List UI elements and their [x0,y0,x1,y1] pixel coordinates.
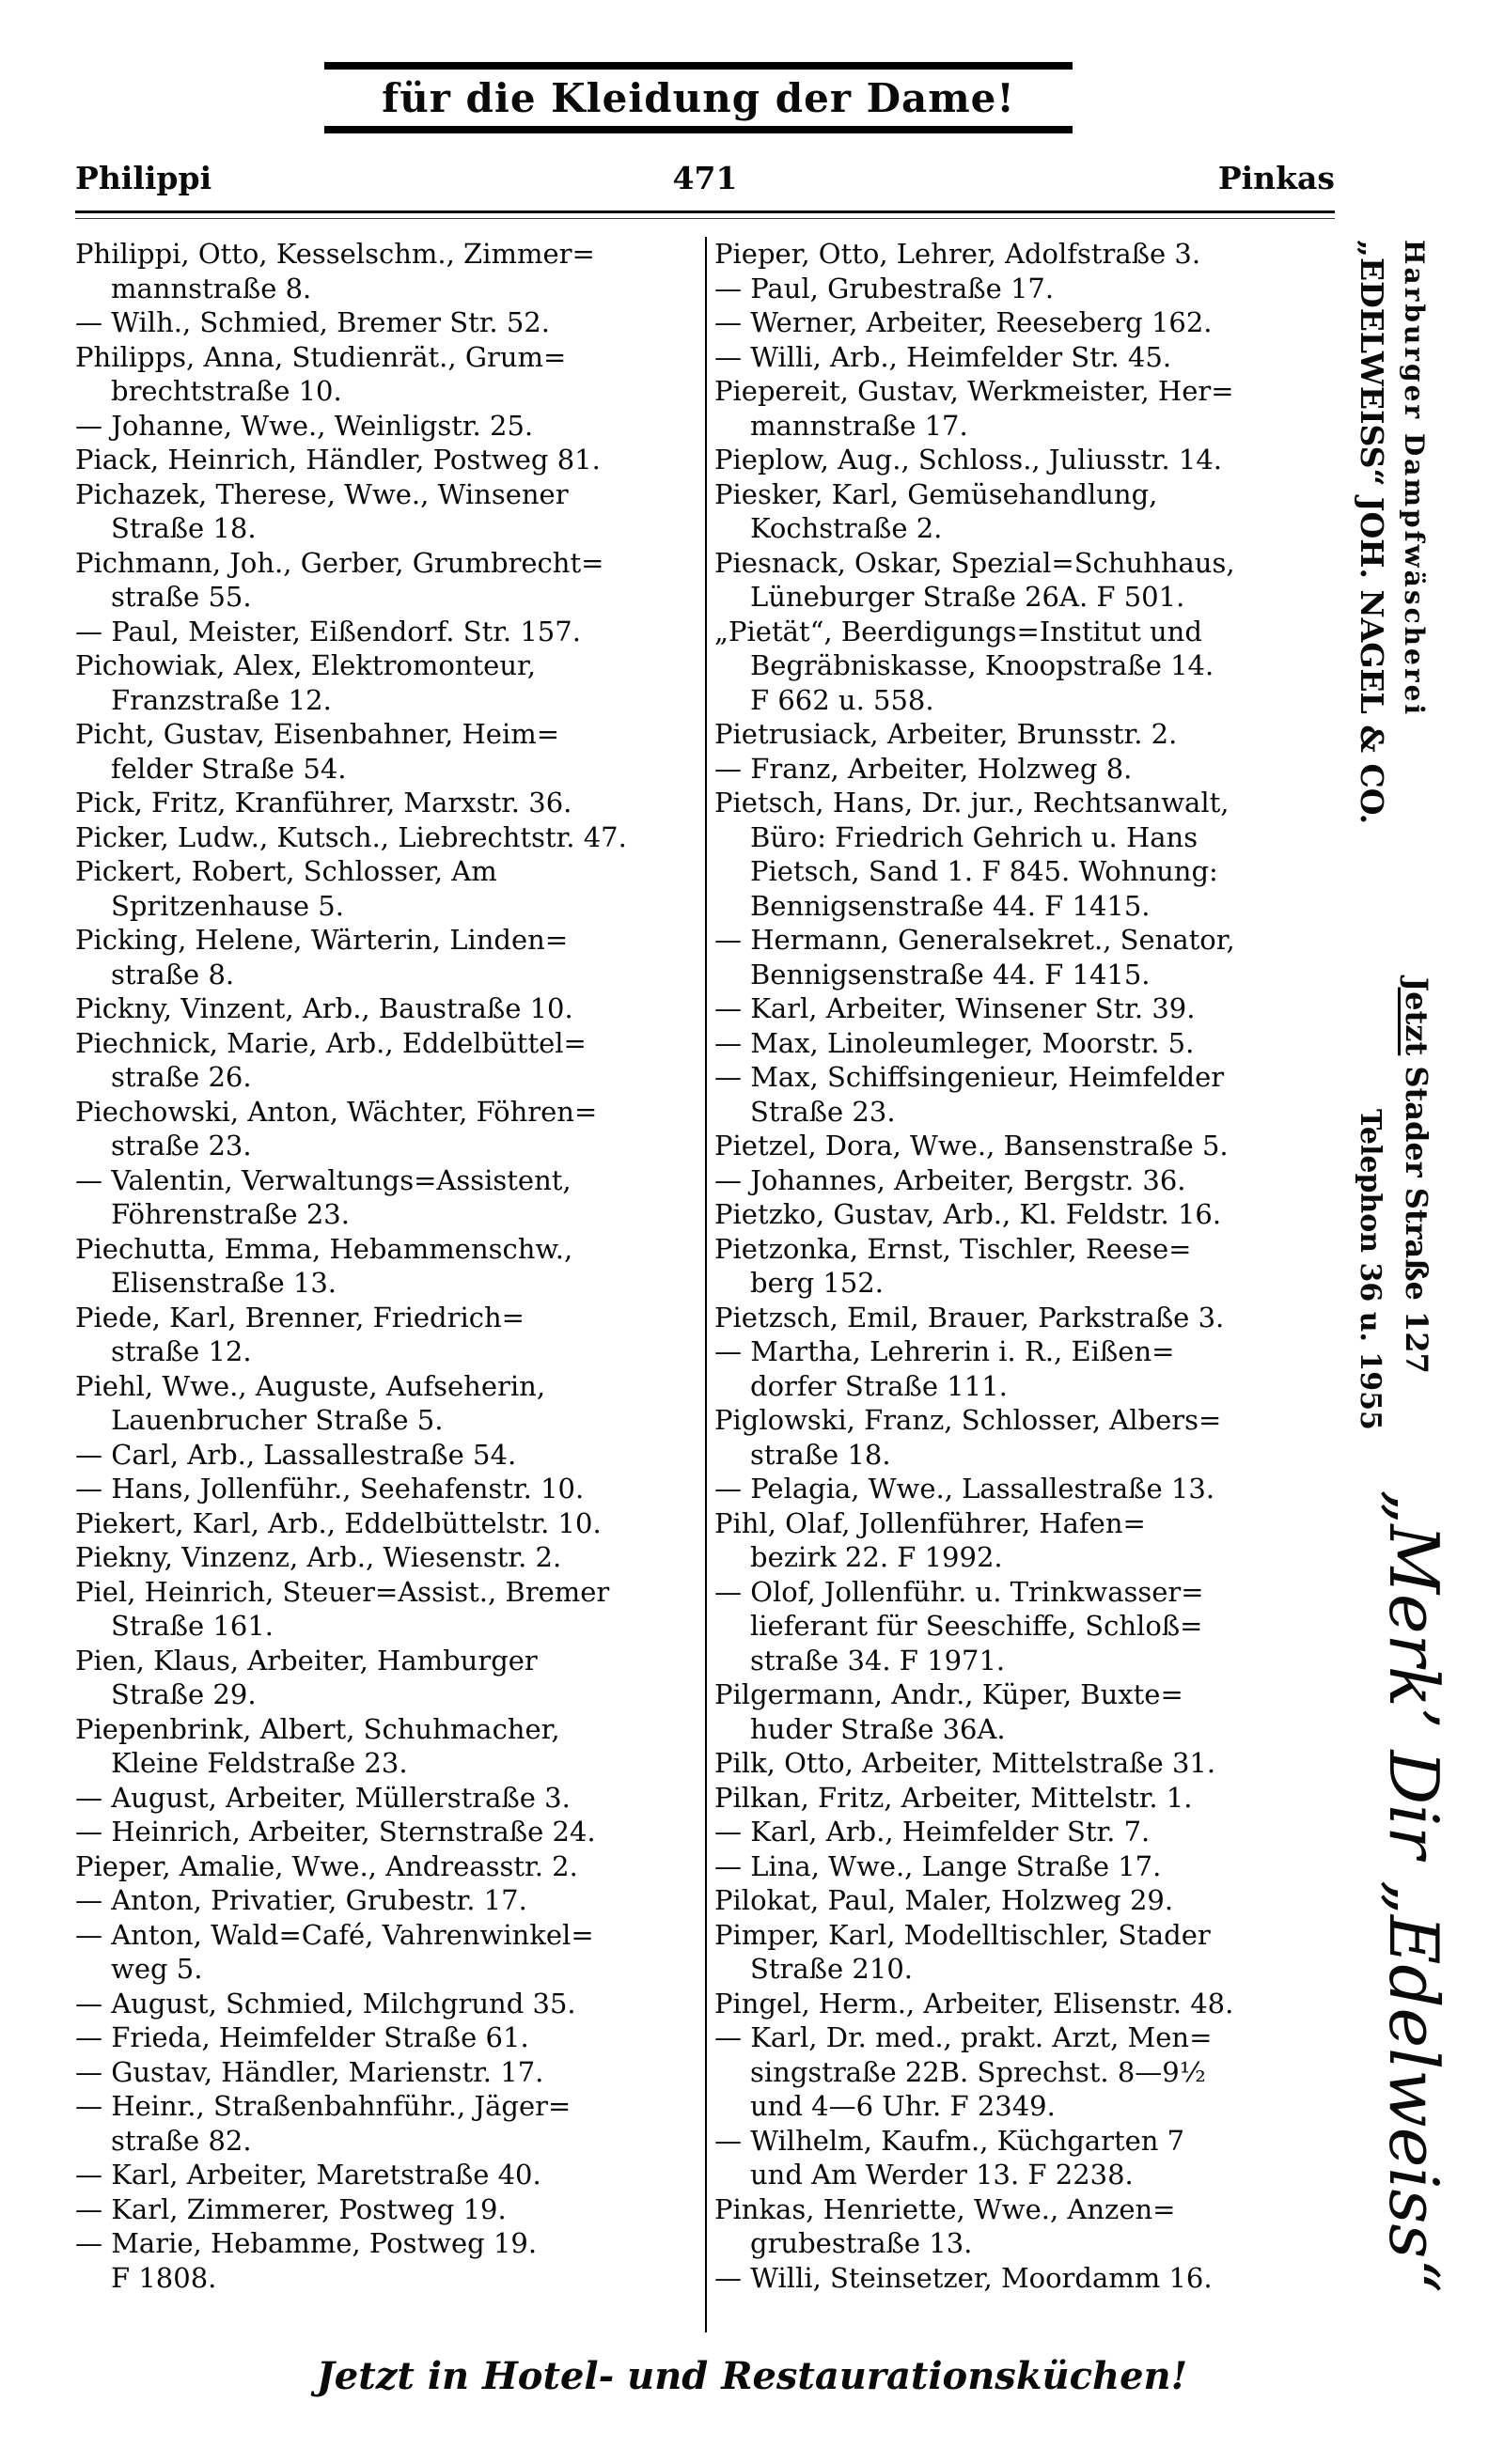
directory-line: Pinkas, Henriette, Wwe., Anzen= [714,2192,1176,2225]
directory-line: Pichazek, Therese, Wwe., Winsener [75,477,569,510]
directory-line: — Max, Linoleumleger, Moorstr. 5. [714,1026,1195,1059]
directory-line: — Willi, Steinsetzer, Moordamm 16. [714,2261,1213,2294]
sidebar-company-name: „EDELWEISS“ JOH. NAGEL & CO. [1354,240,1390,825]
directory-line: dorfer Straße 111. [750,1369,1008,1402]
directory-line: — Carl, Arb., Lassallestraße 54. [75,1438,517,1471]
directory-line: — Hans, Jollenführ., Seehafenstr. 10. [75,1473,585,1505]
directory-line: straße 18. [750,1438,891,1471]
directory-line: Pilgermann, Andr., Küper, Buxte= [714,1678,1183,1710]
directory-line: Pihl, Olaf, Jollenführer, Hafen= [714,1506,1146,1539]
directory-line: — Max, Schiffsingenieur, Heimfelder [714,1061,1225,1093]
directory-line: felder Straße 54. [111,752,347,785]
directory-line: — Karl, Dr. med., prakt. Arzt, Men= [714,2021,1213,2053]
directory-line: — August, Arbeiter, Müllerstraße 3. [75,1781,571,1814]
directory-line: lieferant für Seeschiffe, Schloß= [750,1610,1203,1642]
directory-line: Elisenstraße 13. [111,1267,337,1299]
directory-line: — Franz, Arbeiter, Holzweg 8. [714,752,1133,785]
directory-line: — Werner, Arbeiter, Reeseberg 162. [714,306,1213,338]
directory-line: Pietzel, Dora, Wwe., Bansenstraße 5. [714,1130,1229,1162]
directory-line: Lauenbrucher Straße 5. [111,1404,444,1436]
directory-line: — August, Schmied, Milchgrund 35. [75,1987,576,2020]
header-first-entry: Philippi [75,160,212,196]
directory-line: Lüneburger Straße 26A. F 501. [750,581,1185,613]
directory-line: huder Straße 36A. [750,1712,1006,1745]
directory-line: Pietzsch, Emil, Brauer, Parkstraße 3. [714,1301,1225,1333]
directory-line: Pieper, Otto, Lehrer, Adolfstraße 3. [714,238,1201,270]
sidebar-address-text: Stader Straße 127 [1399,1066,1434,1374]
directory-line: F 1808. [111,2261,217,2294]
directory-line: Piepenbrink, Albert, Schuhmacher, [75,1712,560,1745]
directory-line: — Karl, Arbeiter, Maretstraße 40. [75,2159,541,2191]
page-header [75,160,1335,207]
directory-line: und 4—6 Uhr. F 2349. [750,2090,1056,2122]
directory-line: — Karl, Zimmerer, Postweg 19. [75,2192,507,2225]
directory-line: straße 82. [111,2124,252,2157]
directory-line: — Heinr., Straßenbahnführ., Jäger= [75,2090,572,2122]
directory-line: bezirk 22. F 1992. [750,1541,1003,1573]
directory-line: Picht, Gustav, Eisenbahner, Heim= [75,718,560,750]
directory-line: straße 34. F 1971. [750,1644,1006,1676]
left-column-entries [75,237,696,2323]
directory-line: Pieplow, Aug., Schloss., Juliusstr. 14. [714,444,1223,476]
directory-line: — Johanne, Wwe., Weinligstr. 25. [75,409,534,442]
directory-line: Pilk, Otto, Arbeiter, Mittelstraße 31. [714,1747,1216,1779]
sidebar-slogan: „Merk’ Dir „Edelweiss“ [1374,1489,1453,2294]
sidebar-jetzt: Jetzt [1399,977,1434,1056]
header-rule [75,211,1335,213]
directory-line: Straße 161. [111,1610,274,1642]
banner-text: für die Kleidung der Dame! [382,74,1015,121]
directory-line: Pilokat, Paul, Maler, Holzweg 29. [714,1884,1174,1916]
directory-line: Piesnack, Oskar, Spezial=Schuhhaus, [714,546,1235,579]
directory-line: F 662 u. 558. [750,683,934,716]
directory-line: Piede, Karl, Brenner, Friedrich= [75,1301,525,1333]
directory-line: Straße 23. [750,1095,896,1128]
directory-line: — Marie, Hebamme, Postweg 19. [75,2227,538,2259]
directory-line: — Frieda, Heimfelder Straße 61. [75,2021,529,2053]
directory-line: — Lina, Wwe., Lange Straße 17. [714,1849,1162,1882]
directory-line: straße 12. [111,1335,252,1367]
directory-line: Pieper, Amalie, Wwe., Andreasstr. 2. [75,1849,578,1882]
directory-line: Pietsch, Sand 1. F 845. Wohnung: [750,855,1218,887]
directory-line: Piechutta, Emma, Hebammenschw., [75,1232,573,1265]
directory-line: Pichmann, Joh., Gerber, Grumbrecht= [75,546,604,579]
directory-line: Piechowski, Anton, Wächter, Föhren= [75,1095,598,1128]
sidebar-address [1399,977,1434,1374]
directory-line: Pickert, Robert, Schlosser, Am [75,855,497,887]
directory-line: — Wilh., Schmied, Bremer Str. 52. [75,306,550,338]
directory-line: mannstraße 17. [750,409,968,442]
directory-line: straße 26. [111,1061,252,1093]
directory-line: — Paul, Meister, Eißendorf. Str. 157. [75,615,581,647]
directory-line: Piekny, Vinzenz, Arb., Wiesenstr. 2. [75,1541,562,1573]
directory-line: Begräbniskasse, Knoopstraße 14. [750,649,1214,681]
directory-line: — Olof, Jollenführ. u. Trinkwasser= [714,1575,1204,1608]
directory-line: Pietsch, Hans, Dr. jur., Rechtsanwalt, [714,787,1230,819]
directory-line: Piehl, Wwe., Auguste, Aufseherin, [75,1369,546,1402]
directory-line: und Am Werder 13. F 2238. [750,2159,1134,2191]
directory-line: Piepereit, Gustav, Werkmeister, Her= [714,375,1234,407]
directory-line: Franzstraße 12. [111,683,332,716]
top-advert-banner [324,62,1073,133]
directory-line: Pickny, Vinzent, Arb., Baustraße 10. [75,992,573,1024]
directory-line: Pingel, Herm., Arbeiter, Elisenstr. 48. [714,1987,1234,2020]
directory-line: „Pietät“, Beerdigungs=Institut und [714,615,1202,647]
directory-line: Kleine Feldstraße 23. [111,1747,408,1779]
directory-line: — Gustav, Händler, Marienstr. 17. [75,2055,544,2088]
directory-line: Pietzko, Gustav, Arb., Kl. Feldstr. 16. [714,1198,1222,1230]
directory-line: Föhrenstraße 23. [111,1198,350,1230]
directory-line: Bennigsenstraße 44. F 1415. [750,958,1151,990]
directory-line: Piack, Heinrich, Händler, Postweg 81. [75,444,601,476]
directory-line: — Johannes, Arbeiter, Bergstr. 36. [714,1163,1186,1196]
directory-line: — Willi, Arb., Heimfelder Str. 45. [714,340,1172,373]
directory-line: straße 23. [111,1130,252,1162]
page-number: 471 [672,160,738,196]
header-last-entry: Pinkas [1217,160,1335,196]
directory-line: Pietrusiack, Arbeiter, Brunsstr. 2. [714,718,1178,750]
directory-line: Piekert, Karl, Arb., Eddelbüttelstr. 10. [75,1506,602,1539]
directory-line: Pietzonka, Ernst, Tischler, Reese= [714,1232,1192,1265]
sidebar-company-line: Harburger Dampfwäscherei [1399,240,1430,718]
directory-line: Straße 29. [111,1678,257,1710]
directory-line: berg 152. [750,1267,884,1299]
sidebar-phone: Telephon 36 u. 1955 [1354,1109,1386,1430]
directory-line: Pick, Fritz, Kranführer, Marxstr. 36. [75,787,572,819]
directory-line: — Hermann, Generalsekret., Senator, [714,924,1235,956]
directory-line: — Heinrich, Arbeiter, Sternstraße 24. [75,1816,596,1848]
directory-line: Philipps, Anna, Studienrät., Grum= [75,340,567,373]
directory-line: Pien, Klaus, Arbeiter, Hamburger [75,1644,538,1676]
directory-line: — Anton, Wald=Café, Vahrenwinkel= [75,1918,594,1951]
directory-line: — Karl, Arbeiter, Winsener Str. 39. [714,992,1196,1024]
footer-advert: Jetzt in Hotel- und Restaurationsküchen! [316,2354,1188,2398]
directory-line: mannstraße 8. [111,272,312,304]
directory-line: — Pelagia, Wwe., Lassallestraße 13. [714,1473,1215,1505]
directory-line: Piglowski, Franz, Schlosser, Albers= [714,1404,1222,1436]
directory-line: Picking, Helene, Wärterin, Linden= [75,924,569,956]
directory-line: Piesker, Karl, Gemüsehandlung, [714,477,1158,510]
directory-line: Piechnick, Marie, Arb., Eddelbüttel= [75,1026,587,1059]
column-divider [705,237,707,2332]
directory-line: — Wilhelm, Kaufm., Küchgarten 7 [714,2124,1185,2157]
directory-line: Kochstraße 2. [750,512,943,544]
directory-line: Philippi, Otto, Kesselschm., Zimmer= [75,238,595,270]
header-rule-thin [75,218,1335,219]
directory-line: straße 8. [111,958,235,990]
directory-line: — Valentin, Verwaltungs=Assistent, [75,1163,572,1196]
directory-line: Pimper, Karl, Modelltischler, Stader [714,1918,1211,1951]
directory-line: — Martha, Lehrerin i. R., Eißen= [714,1335,1175,1367]
directory-line: Straße 18. [111,512,257,544]
directory-line: singstraße 22B. Sprechst. 8—9½ [750,2055,1206,2088]
directory-line: brechtstraße 10. [111,375,342,407]
directory-line: Bennigsenstraße 44. F 1415. [750,889,1151,922]
directory-line: Pilkan, Fritz, Arbeiter, Mittelstr. 1. [714,1781,1193,1814]
directory-line: — Paul, Grubestraße 17. [714,272,1055,304]
directory-line: Picker, Ludw., Kutsch., Liebrechtstr. 47. [75,820,627,853]
directory-line: — Anton, Privatier, Grubestr. 17. [75,1884,527,1916]
directory-line: straße 55. [111,581,252,613]
right-column-entries [714,237,1335,2323]
directory-line: Büro: Friedrich Gehrich u. Hans [750,820,1198,853]
directory-line: Spritzenhause 5. [111,889,344,922]
directory-line: weg 5. [111,1953,203,1985]
directory-line: grubestraße 13. [750,2227,973,2259]
directory-line: Pichowiak, Alex, Elektromonteur, [75,649,536,681]
directory-line: — Karl, Arb., Heimfelder Str. 7. [714,1816,1151,1848]
directory-line: Straße 210. [750,1953,913,1985]
directory-line: Piel, Heinrich, Steuer=Assist., Bremer [75,1575,610,1608]
